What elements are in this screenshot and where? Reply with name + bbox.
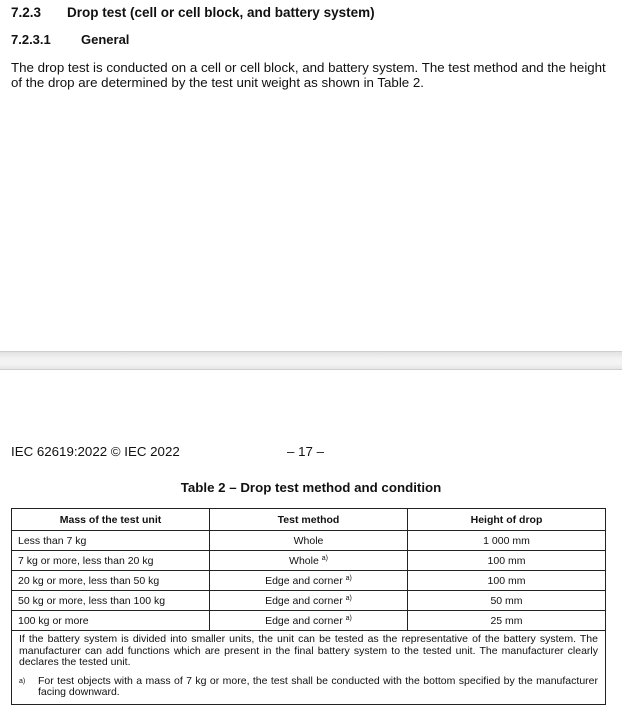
footnote-ref: a) bbox=[345, 594, 352, 602]
cell-height: 25 mm bbox=[408, 611, 606, 631]
cell-method bbox=[210, 611, 408, 631]
table-notes bbox=[12, 631, 606, 705]
method-text: Edge and corner bbox=[265, 574, 343, 587]
cell-method bbox=[210, 551, 408, 571]
cell-mass: 7 kg or more, less than 20 kg bbox=[12, 551, 210, 571]
cell-mass: 20 kg or more, less than 50 kg bbox=[12, 571, 210, 591]
cell-mass: 50 kg or more, less than 100 kg bbox=[12, 591, 210, 611]
subsection-title: General bbox=[81, 32, 130, 47]
table-row bbox=[12, 531, 606, 551]
table-header-row bbox=[12, 509, 606, 531]
cell-mass: Less than 7 kg bbox=[12, 531, 210, 551]
method-text: Edge and corner bbox=[265, 594, 343, 607]
cell-height: 50 mm bbox=[408, 591, 606, 611]
footnote-mark: a) bbox=[19, 677, 26, 685]
cell-method bbox=[210, 591, 408, 611]
footnote-ref: a) bbox=[345, 574, 352, 582]
header-mass: Mass of the test unit bbox=[12, 509, 210, 531]
method-text: Edge and corner bbox=[265, 614, 343, 627]
body-paragraph: The drop test is conducted on a cell or cell block, and battery system. The test method and the height of the drop are determined by the test unit weight as shown in Table 2. bbox=[11, 60, 606, 90]
drop-test-table bbox=[11, 508, 606, 705]
table-notes-row bbox=[12, 631, 606, 705]
document-id: IEC 62619:2022 © IEC 2022 bbox=[11, 444, 180, 459]
table-note: If the battery system is divided into smaller units, the unit can be tested as the representative of the battery system. The manufacturer can add functions which are present in the final battery system to the tested unit. The manufacturer clearly declares the tested unit. bbox=[19, 633, 598, 669]
table-row bbox=[12, 551, 606, 571]
footnote-ref: a) bbox=[321, 554, 328, 562]
header-height: Height of drop bbox=[408, 509, 606, 531]
table-row bbox=[12, 591, 606, 611]
page-gap bbox=[0, 352, 622, 369]
header-method: Test method bbox=[210, 509, 408, 531]
cell-method bbox=[210, 571, 408, 591]
cell-height: 100 mm bbox=[408, 571, 606, 591]
table-row bbox=[12, 611, 606, 631]
table-footnote bbox=[19, 676, 598, 699]
cell-mass: 100 kg or more bbox=[12, 611, 210, 631]
page-divider-bottom bbox=[0, 369, 622, 370]
footnote-ref: a) bbox=[345, 614, 352, 622]
cell-height: 100 mm bbox=[408, 551, 606, 571]
page-number: – 17 – bbox=[287, 444, 324, 459]
subsection-number: 7.2.3.1 bbox=[11, 32, 51, 47]
section-title: Drop test (cell or cell block, and battery system) bbox=[67, 5, 375, 20]
section-number: 7.2.3 bbox=[11, 5, 42, 20]
footnote-text: For test objects with a mass of 7 kg or more, the test shall be conducted with the bottom specified by the manufacturer facing downward. bbox=[38, 674, 598, 699]
method-text: Whole bbox=[293, 534, 324, 547]
cell-method bbox=[210, 531, 408, 551]
method-text: Whole bbox=[289, 554, 319, 567]
table-title: Table 2 – Drop test method and condition bbox=[180, 480, 442, 495]
cell-height: 1 000 mm bbox=[408, 531, 606, 551]
table-row bbox=[12, 571, 606, 591]
